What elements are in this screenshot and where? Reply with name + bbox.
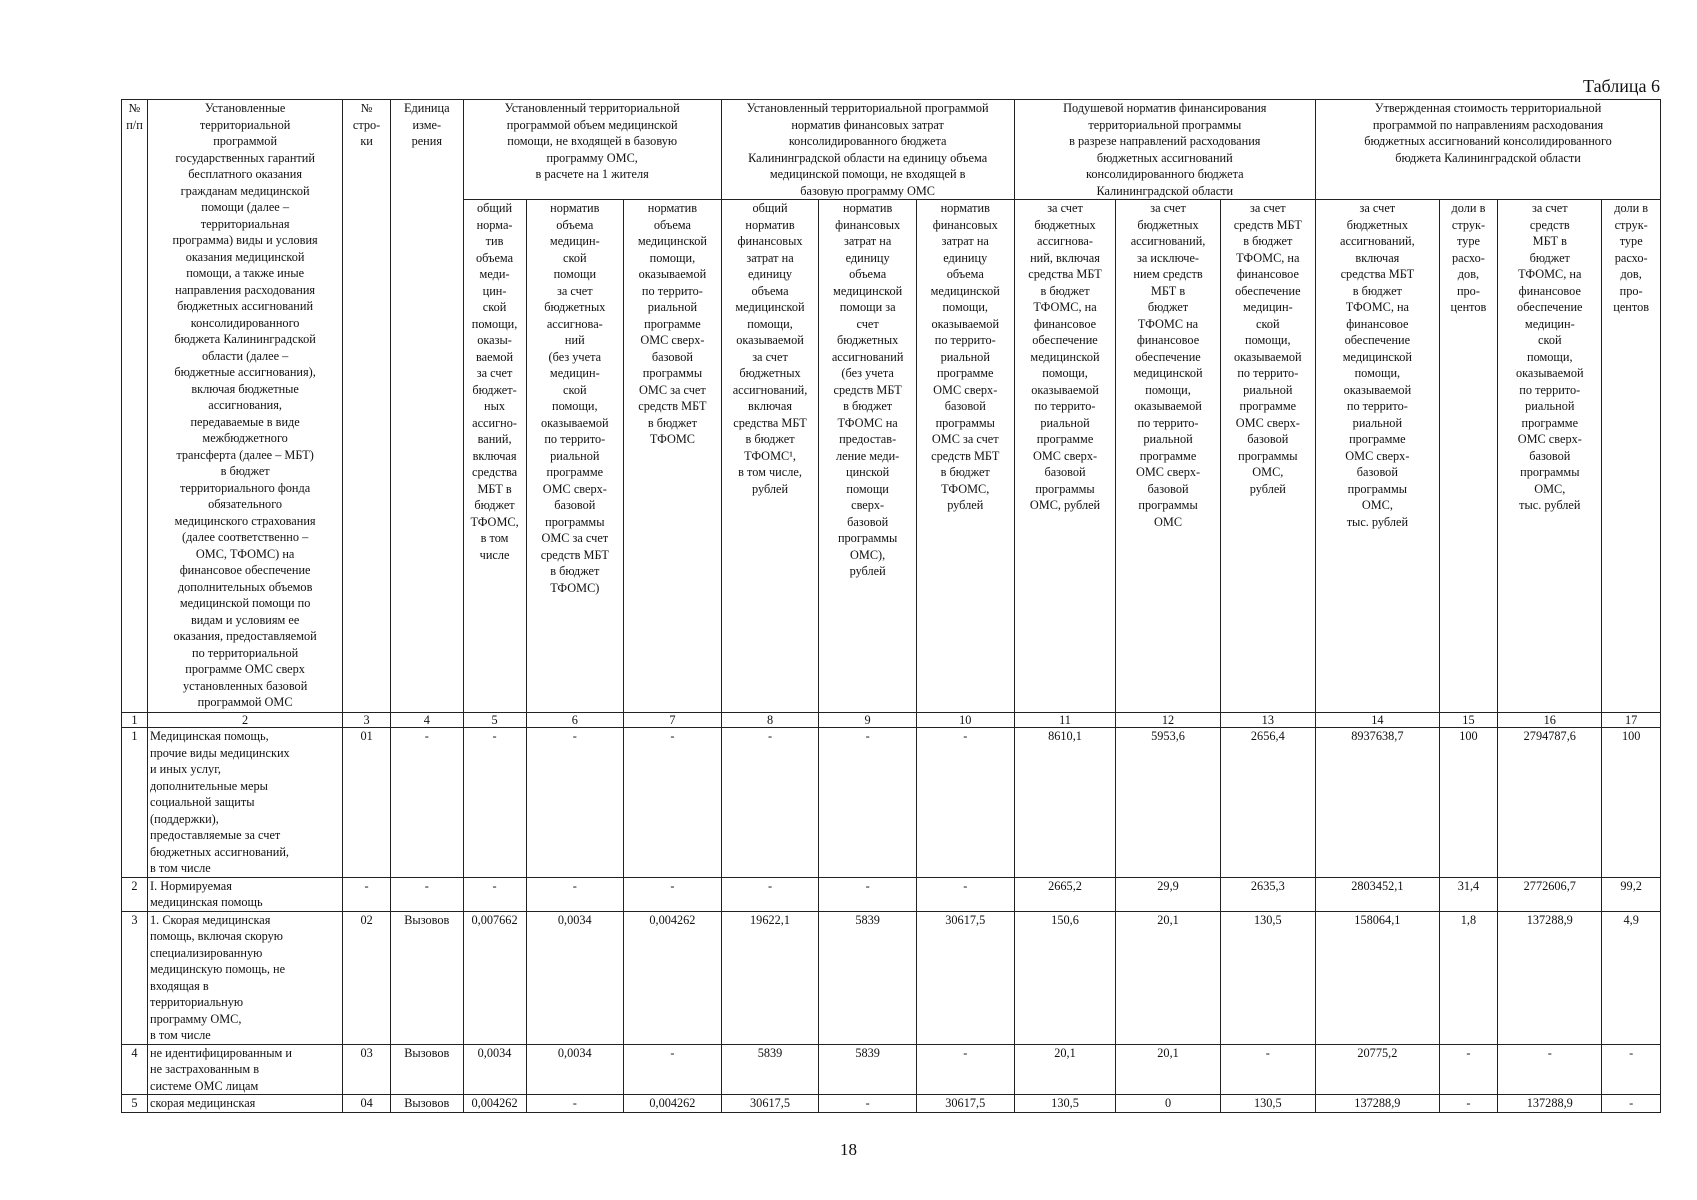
table-cell: 20,1 xyxy=(1014,1044,1116,1095)
table-cell: 5 xyxy=(122,1095,148,1113)
table-cell: 0,0034 xyxy=(526,1044,624,1095)
header-group-per-capita: Подушевой норматив финансирования территориальной программы в разрезе направлений расходования бюджетных ассигнований консолидированного бюджета Калининградской области xyxy=(1014,100,1316,200)
column-number: 9 xyxy=(819,713,917,728)
row-description: Медицинская помощь, прочие виды медицинских и иных услуг, дополнительные меры социальной защиты (поддержки), предоставляемые за счет бюджетных ассигнований, в том числе xyxy=(148,728,343,878)
column-number: 8 xyxy=(721,713,819,728)
table-cell: 0,0034 xyxy=(463,1044,526,1095)
table-cell: 5839 xyxy=(819,1044,917,1095)
table-cell: 01 xyxy=(343,728,391,878)
table-cell: - xyxy=(526,877,624,911)
table-cell: - xyxy=(916,877,1014,911)
table-cell: 0,007662 xyxy=(463,911,526,1044)
table-cell: 130,5 xyxy=(1014,1095,1116,1113)
table-cell: - xyxy=(390,877,463,911)
column-number: 12 xyxy=(1116,713,1220,728)
table-cell: 137288,9 xyxy=(1498,911,1602,1044)
table-cell: 5839 xyxy=(721,1044,819,1095)
table-cell: 2772606,7 xyxy=(1498,877,1602,911)
table-cell: - xyxy=(721,877,819,911)
table-cell: 137288,9 xyxy=(1316,1095,1440,1113)
subheader-15: доли в струк- туре расхо- дов, про- центов xyxy=(1439,200,1498,713)
subheader-16: за счет средств МБТ в бюджет ТФОМС, на финансовое обеспечение медицин- ской помощи, оказываемой по террито- риальной программе ОМС сверх- базовой программы ОМС, тыс. рублей xyxy=(1498,200,1602,713)
column-number: 5 xyxy=(463,713,526,728)
table-cell: 0,0034 xyxy=(526,911,624,1044)
table-cell: 99,2 xyxy=(1602,877,1661,911)
table-cell: 130,5 xyxy=(1220,1095,1315,1113)
table-cell: - xyxy=(624,877,722,911)
subheader-8: общий норматив финансовых затрат на единицу объема медицинской помощи, оказываемой за счет бюджетных ассигнований, включая средства МБТ в бюджет ТФОМС¹, в том числе, рублей xyxy=(721,200,819,713)
table-cell: 29,9 xyxy=(1116,877,1220,911)
table-cell: 137288,9 xyxy=(1498,1095,1602,1113)
subheader-13: за счет средств МБТ в бюджет ТФОМС, на финансовое обеспечение медицин- ской помощи, оказываемой по террито- риальной программе ОМС сверх- базовой программы ОМС, рублей xyxy=(1220,200,1315,713)
subheader-17: доли в струк- туре расхо- дов, про- центов xyxy=(1602,200,1661,713)
row-description: 1. Скорая медицинская помощь, включая скорую специализированную медицинскую помощь, не входящая в территориальную программу ОМС, в том числе xyxy=(148,911,343,1044)
table-cell: 4 xyxy=(122,1044,148,1095)
table-cell: 20,1 xyxy=(1116,911,1220,1044)
table-cell: - xyxy=(1439,1095,1498,1113)
table-cell: 0,004262 xyxy=(624,1095,722,1113)
table-cell: 30617,5 xyxy=(721,1095,819,1113)
subheader-5: общий норма- тив объема меди- цин- ской помощи, оказы- ваемой за счет бюджет- ных ассигно- ваний, включая средства МБТ в бюджет ТФОМС, в том числе xyxy=(463,200,526,713)
table-cell: 8610,1 xyxy=(1014,728,1116,878)
table-cell: - xyxy=(624,1044,722,1095)
table-cell: - xyxy=(526,1095,624,1113)
table-cell: 4,9 xyxy=(1602,911,1661,1044)
table-cell: 100 xyxy=(1439,728,1498,878)
column-number: 15 xyxy=(1439,713,1498,728)
table-cell: 1,8 xyxy=(1439,911,1498,1044)
subheader-10: норматив финансовых затрат на единицу объема медицинской помощи, оказываемой по террито- риальной программе ОМС сверх- базовой программы ОМС за счет средств МБТ в бюджет ТФОМС, рублей xyxy=(916,200,1014,713)
table-cell: - xyxy=(624,728,722,878)
table-cell: 158064,1 xyxy=(1316,911,1440,1044)
row-description: I. Нормируемая медицинская помощь xyxy=(148,877,343,911)
table-cell: 02 xyxy=(343,911,391,1044)
column-number: 3 xyxy=(343,713,391,728)
table-cell: - xyxy=(1498,1044,1602,1095)
header-kind: Установленные территориальной программой государственных гарантий бесплатного оказания гражданам медицинской помощи (далее – территориальная программа) виды и условия оказания медицинской помощи, а также иные направления расходования бюджетных ассигнований консолидированного бюджета Калининградской области (далее – бюджетные ассигнования), включая бюджетные ассигнования, передаваемые в виде межбюджетного трансферта (далее – МБТ) в бюджет территориального фонда обязательного медицинского страхования (далее соответственно – ОМС, ТФОМС) на финансовое обеспечение дополнительных объемов медицинской помощи по видам и условиям ее оказания, предоставляемой по территориальной программе ОМС сверх установленных базовой программой ОМС xyxy=(148,100,343,713)
table-cell: 0,004262 xyxy=(463,1095,526,1113)
table-row xyxy=(122,911,1661,1044)
table-cell: - xyxy=(463,877,526,911)
table-cell: - xyxy=(819,1095,917,1113)
table-cell: 3 xyxy=(122,911,148,1044)
table-cell: 100 xyxy=(1602,728,1661,878)
column-number: 7 xyxy=(624,713,722,728)
table-cell: 8937638,7 xyxy=(1316,728,1440,878)
table-cell: Вызовов xyxy=(390,1044,463,1095)
table-cell: 20775,2 xyxy=(1316,1044,1440,1095)
subheader-12: за счет бюджетных ассигнований, за исключе- нием средств МБТ в бюджет ТФОМС на финансовое обеспечение медицинской помощи, оказываемой по террито- риальной программе ОМС сверх- базовой программы ОМС xyxy=(1116,200,1220,713)
table-cell: 04 xyxy=(343,1095,391,1113)
table-cell: - xyxy=(1220,1044,1315,1095)
table-cell: 0,004262 xyxy=(624,911,722,1044)
table-cell: 150,6 xyxy=(1014,911,1116,1044)
table-cell: 30617,5 xyxy=(916,911,1014,1044)
table-cell: - xyxy=(819,877,917,911)
data-table xyxy=(121,99,1661,1113)
table-row xyxy=(122,1095,1661,1113)
table-cell: Вызовов xyxy=(390,1095,463,1113)
table-cell: - xyxy=(916,728,1014,878)
header-group-approved-cost: Утвержденная стоимость территориальной программой по направлениям расходования бюджетных ассигнований консолидированного бюджета Калининградской области xyxy=(1316,100,1661,200)
table-cell: - xyxy=(343,877,391,911)
table-cell: 19622,1 xyxy=(721,911,819,1044)
subheader-6: норматив объема медицин- ской помощи за счет бюджетных ассигнова- ний (без учета медицин- ской помощи, оказываемой по террито- риальной программе ОМС сверх- базовой программы ОМС за счет средств МБТ в бюджет ТФОМС) xyxy=(526,200,624,713)
subheader-9: норматив финансовых затрат на единицу объема медицинской помощи за счет бюджетных ассигнований (без учета средств МБТ в бюджет ТФОМС на предостав- ление меди- цинской помощи сверх- базовой программы ОМС), рублей xyxy=(819,200,917,713)
table-cell: 130,5 xyxy=(1220,911,1315,1044)
table-cell: - xyxy=(390,728,463,878)
column-number: 16 xyxy=(1498,713,1602,728)
header-num: № п/п xyxy=(122,100,148,713)
table-cell: - xyxy=(1602,1095,1661,1113)
table-label: Таблица 6 xyxy=(1583,76,1660,96)
table-cell: - xyxy=(1439,1044,1498,1095)
table-cell: 31,4 xyxy=(1439,877,1498,911)
table-cell: 20,1 xyxy=(1116,1044,1220,1095)
header-row-number: № стро- ки xyxy=(343,100,391,713)
table-cell: - xyxy=(916,1044,1014,1095)
column-number: 13 xyxy=(1220,713,1315,728)
table-cell: 30617,5 xyxy=(916,1095,1014,1113)
column-number: 1 xyxy=(122,713,148,728)
subheader-14: за счет бюджетных ассигнований, включая средства МБТ в бюджет ТФОМС, на финансовое обеспечение медицинской помощи, оказываемой по террито- риальной программе ОМС сверх- базовой программы ОМС, тыс. рублей xyxy=(1316,200,1440,713)
table-cell: 2803452,1 xyxy=(1316,877,1440,911)
row-description: скорая медицинская xyxy=(148,1095,343,1113)
table-cell: 5953,6 xyxy=(1116,728,1220,878)
subheader-7: норматив объема медицинской помощи, оказываемой по террито- риальной программе ОМС сверх- базовой программы ОМС за счет средств МБТ в бюджет ТФОМС xyxy=(624,200,722,713)
row-description: не идентифицированным и не застрахованным в системе ОМС лицам xyxy=(148,1044,343,1095)
column-number: 2 xyxy=(148,713,343,728)
column-number: 11 xyxy=(1014,713,1116,728)
subheader-11: за счет бюджетных ассигнова- ний, включая средства МБТ в бюджет ТФОМС, на финансовое обеспечение медицинской помощи, оказываемой по террито- риальной программе ОМС сверх- базовой программы ОМС, рублей xyxy=(1014,200,1116,713)
table-row xyxy=(122,728,1661,878)
table-cell: 5839 xyxy=(819,911,917,1044)
table-cell: 1 xyxy=(122,728,148,878)
table-cell: - xyxy=(526,728,624,878)
column-number-row xyxy=(122,713,1661,728)
table-cell: 2665,2 xyxy=(1014,877,1116,911)
page-number: 18 xyxy=(840,1140,857,1159)
table-cell: - xyxy=(1602,1044,1661,1095)
column-number: 17 xyxy=(1602,713,1661,728)
table-body xyxy=(122,728,1661,1113)
table-cell: 2635,3 xyxy=(1220,877,1315,911)
table-cell: - xyxy=(463,728,526,878)
column-number: 4 xyxy=(390,713,463,728)
table-cell: - xyxy=(721,728,819,878)
table-cell: - xyxy=(819,728,917,878)
table-cell: 0 xyxy=(1116,1095,1220,1113)
column-number: 6 xyxy=(526,713,624,728)
header-unit: Единица изме- рения xyxy=(390,100,463,713)
header-group-volume: Установленный территориальной программой объем медицинской помощи, не входящей в базовую программу ОМС, в расчете на 1 жителя xyxy=(463,100,721,200)
header-group-cost-norm: Установленный территориальной программой норматив финансовых затрат консолидированного бюджета Калининградской области на единицу объема медицинской помощи, не входящей в базовую программу ОМС xyxy=(721,100,1014,200)
table-row xyxy=(122,877,1661,911)
table-cell: 2794787,6 xyxy=(1498,728,1602,878)
table-cell: 2 xyxy=(122,877,148,911)
column-number: 10 xyxy=(916,713,1014,728)
column-number: 14 xyxy=(1316,713,1440,728)
table-cell: 2656,4 xyxy=(1220,728,1315,878)
table-cell: Вызовов xyxy=(390,911,463,1044)
table-cell: 03 xyxy=(343,1044,391,1095)
table-row xyxy=(122,1044,1661,1095)
